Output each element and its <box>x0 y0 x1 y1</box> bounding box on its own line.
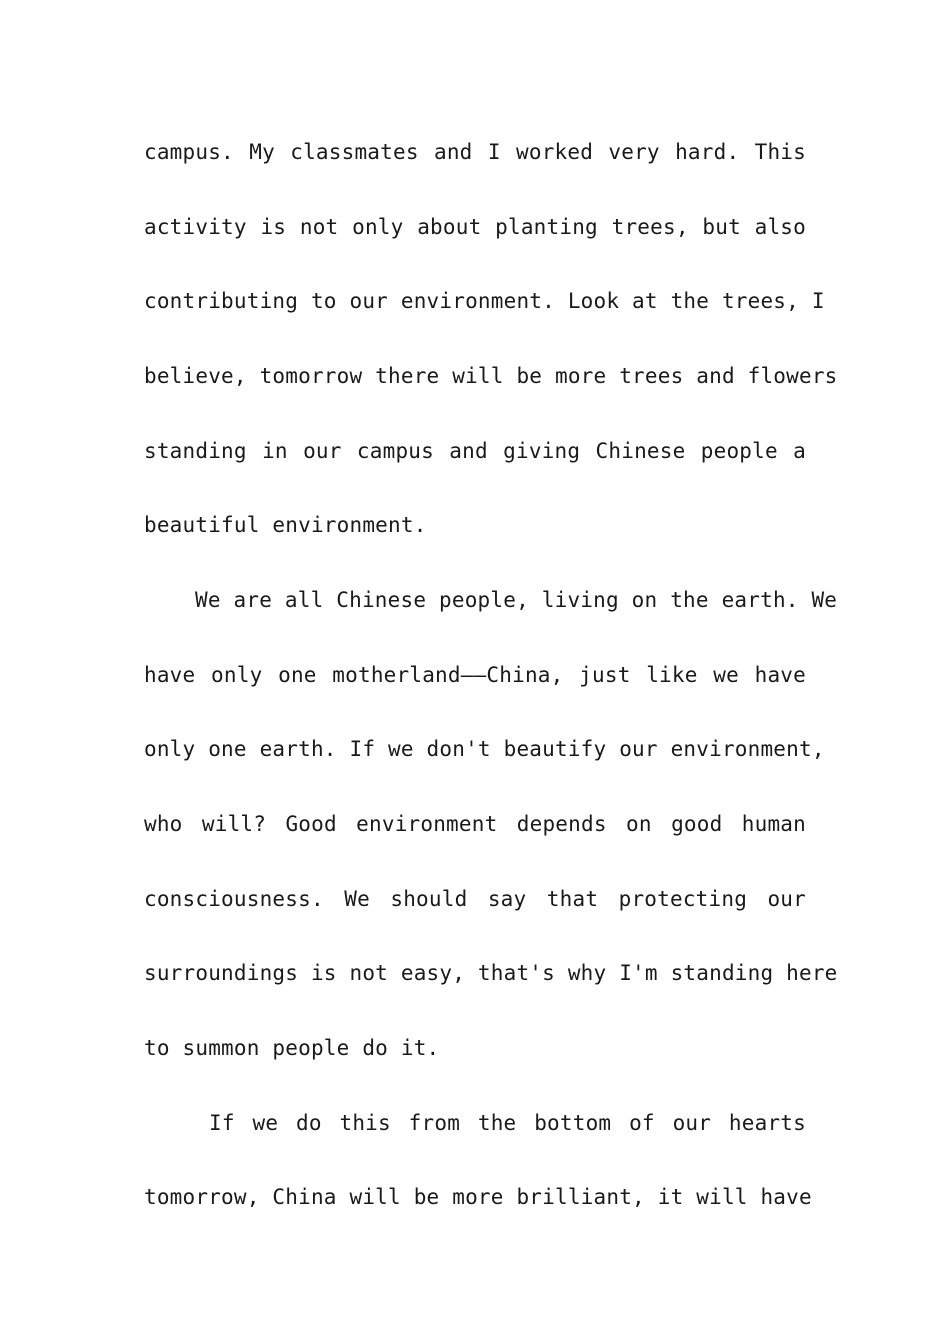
paragraph-first-line: If we do this from the bottom of our hearts <box>209 1111 806 1135</box>
text-line: activity is not only about planting trees, but also <box>144 215 806 239</box>
text-line: contributing to our environment. Look at the trees, I <box>144 289 825 313</box>
text-line: have only one motherland——China, just like we have <box>144 663 806 687</box>
text-line: only one earth. If we don't beautify our environment, <box>144 737 825 761</box>
text-line: to summon people do it. <box>144 1036 440 1060</box>
text-line: who will? Good environment depends on good human <box>144 812 806 836</box>
text-line: believe, tomorrow there will be more trees and flowers <box>144 364 838 388</box>
text-line: standing in our campus and giving Chinese people a <box>144 439 806 463</box>
text-line: consciousness. We should say that protecting our <box>144 887 806 911</box>
text-line: tomorrow, China will be more brilliant, it will have <box>144 1185 812 1209</box>
text-line: beautiful environment. <box>144 513 427 537</box>
paragraph-first-line: We are all Chinese people, living on the earth. We <box>195 588 838 612</box>
text-line: surroundings is not easy, that's why I'm standing here <box>144 961 838 985</box>
text-line: campus. My classmates and I worked very hard. This <box>144 140 806 164</box>
